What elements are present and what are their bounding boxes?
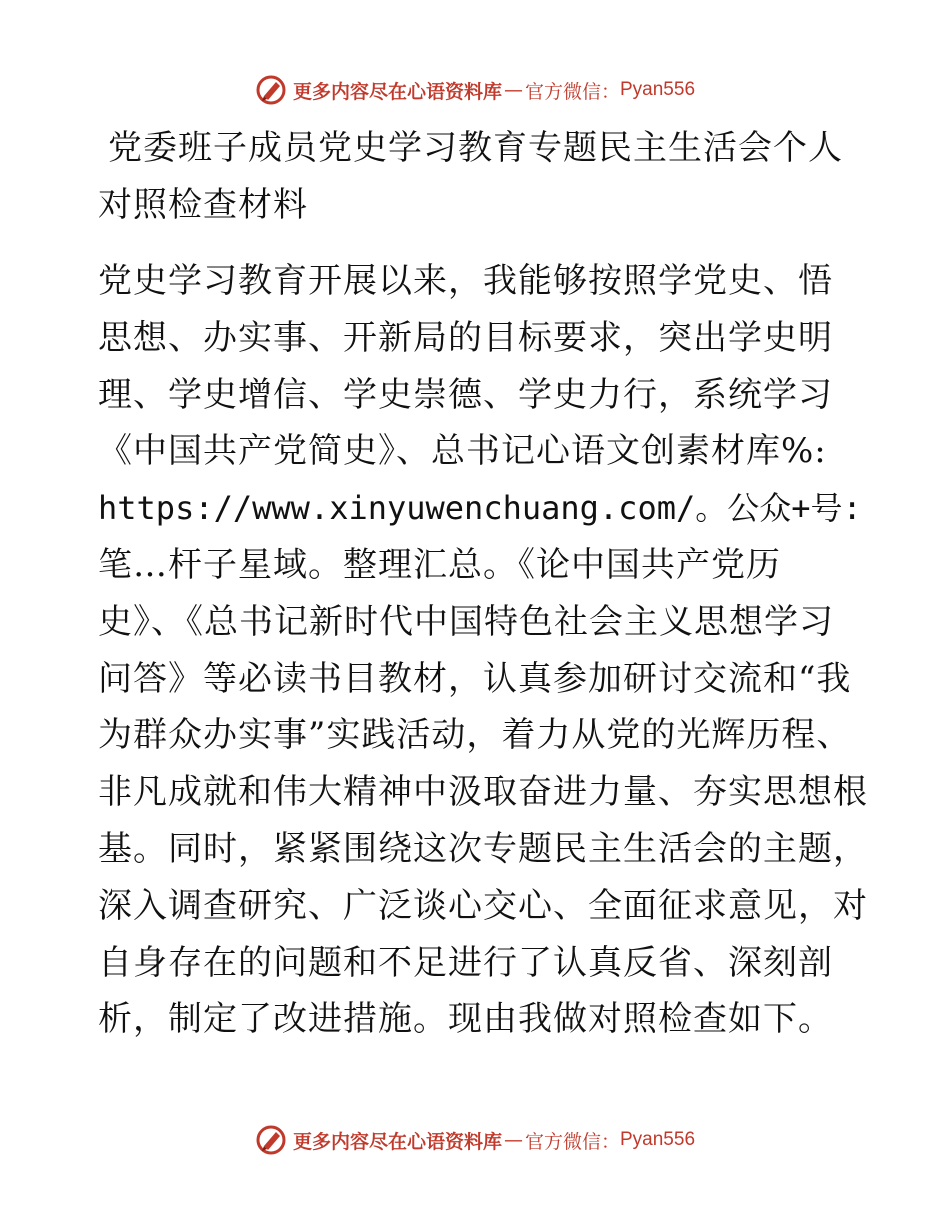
body-line: 问答》等必读书目教材，认真参加研讨交流和“我 [98, 658, 852, 699]
body-line: 理、学史增信、学史崇德、学史力行，系统学习 [98, 374, 833, 415]
banner-separator: — [503, 1129, 523, 1151]
body-line-url: https://www.xinyuwenchuang.com/。公众+号: [98, 489, 862, 528]
body-line: 析，制定了改进措施。现由我做对照检查如下。 [98, 999, 833, 1040]
body-line: 思想、办实事、开新局的目标要求，突出学史明 [98, 317, 833, 358]
footer-banner [0, 1120, 950, 1160]
body-line: 《中国共产党简史》、总书记心语文创素材库%: [98, 431, 827, 472]
document-body [98, 253, 868, 1048]
body-line: 深入调查研究、广泛谈心交心、全面征求意见，对 [98, 885, 868, 926]
banner-text: 更多内容尽在心语资料库 [292, 1130, 502, 1153]
banner-separator: — [503, 79, 523, 101]
banner-wechat-id: Pyan556 [620, 79, 696, 100]
banner-label: 官方微信： [524, 80, 620, 103]
body-line: 史》、《总书记新时代中国特色社会主义思想学习 [98, 601, 834, 642]
document-title [98, 120, 858, 234]
body-line: 为群众办实事”实践活动，着力从党的光辉历程、 [98, 715, 852, 756]
pen-logo-icon [255, 74, 287, 106]
banner-wechat-id: Pyan556 [620, 1129, 696, 1150]
title-line: 对照检查材料 [98, 185, 308, 225]
banner-label: 官方微信： [524, 1130, 620, 1153]
header-banner [0, 70, 950, 110]
title-line: 党委班子成员党史学习教育专题民主生活会个人 [108, 128, 843, 168]
pen-logo-icon [255, 1124, 287, 1156]
body-line: 非凡成就和伟大精神中汲取奋进力量、夯实思想根 [98, 772, 868, 813]
body-line: 基。同时，紧紧围绕这次专题民主生活会的主题， [98, 828, 868, 869]
body-line: 笔…杆子星域。整理汇总。《论中国共产党历 [98, 544, 781, 585]
body-line: 党史学习教育开展以来，我能够按照学党史、悟 [98, 261, 833, 301]
banner-text: 更多内容尽在心语资料库 [292, 80, 502, 103]
body-line: 自身存在的问题和不足进行了认真反省、深刻剖 [98, 942, 833, 983]
